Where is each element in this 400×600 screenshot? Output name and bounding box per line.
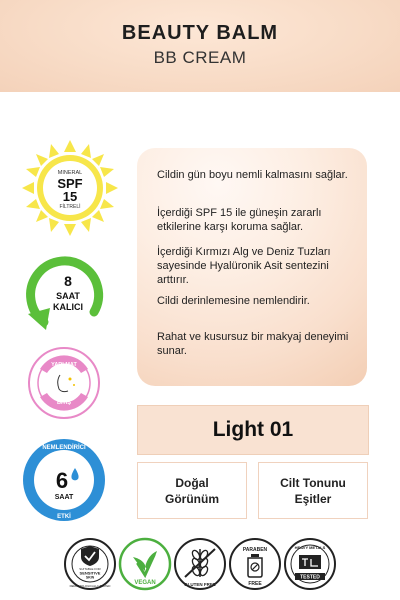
description-line: Cildin gün boyu nemli kalmasını sağlar. <box>157 169 348 181</box>
product-subtitle: BB CREAM <box>153 48 247 67</box>
heavy-metals-ring-text: HEAVY METALS <box>294 545 326 550</box>
sensitive-line3: SKIN <box>85 575 95 580</box>
sensitive-skin-icon <box>63 537 117 591</box>
finish-bottom-text: BİTİŞ <box>56 400 72 406</box>
feature-even-tone <box>258 462 368 519</box>
feature-line: Eşitler <box>294 492 332 506</box>
spf-number-text: 15 <box>62 189 78 204</box>
feature-natural-look <box>137 462 247 519</box>
spf-main-text: SPF <box>57 176 83 191</box>
sensitive-line2: SENSITIVE <box>79 570 101 576</box>
feature-line: Doğal <box>175 476 209 490</box>
heavy-metals-bottom-text: TESTED <box>300 574 320 581</box>
spf-sun-icon <box>20 138 120 238</box>
vegan-text: VEGAN <box>134 580 156 586</box>
moisture-top-text: NEMLENDİRİCİ <box>42 445 86 451</box>
description-line: Cildi derinlemesine nemlendirir. <box>157 295 310 307</box>
paraben-free-icon <box>228 537 282 591</box>
shade-box <box>137 405 369 455</box>
long-lasting-arrow-icon <box>22 248 110 336</box>
shade-name: Light 01 <box>212 418 294 441</box>
moisture-bottom-text: ETKİ <box>57 514 71 520</box>
heavy-metals-tested-icon <box>283 537 337 591</box>
finish-top-text: YARI MAT <box>51 362 77 368</box>
moisture-unit: SAAT <box>54 494 74 501</box>
vegan-icon <box>118 537 172 591</box>
feature-line: Görünüm <box>165 492 219 506</box>
duration-line2: KALICI <box>53 302 83 312</box>
moisture-number: 6 <box>55 468 69 493</box>
paraben-line1: PARABEN <box>242 547 268 553</box>
sensitive-line1: SUITABLE FOR <box>79 567 101 571</box>
description-line: İçerdiği Kırmızı Alg ve Deniz Tuzları sayesinde Hyalüronik Asit sentezini arttırır. <box>157 246 331 286</box>
spf-top-text: MINERAL <box>57 170 83 176</box>
duration-line1: SAAT <box>56 291 80 301</box>
paraben-line2: FREE <box>248 581 262 587</box>
description-line: İçerdiği SPF 15 ile güneşin zararlı etkilerine karşı koruma sağlar. <box>157 207 322 233</box>
header-banner <box>0 0 400 92</box>
description-card <box>137 148 367 386</box>
sensitive-ring-text: DERMATOLOGICALLY TESTED <box>69 584 111 588</box>
moisture-drop-icon <box>20 436 108 524</box>
gluten-free-text: GLUTEN FREE <box>184 582 216 587</box>
spf-bottom-text: FİLTRELİ <box>59 204 81 210</box>
duration-number: 8 <box>64 273 72 289</box>
semi-matte-face-icon <box>26 345 102 421</box>
gluten-free-icon <box>173 537 227 591</box>
feature-line: Cilt Tonunu <box>280 476 346 490</box>
product-title: BEAUTY BALM <box>121 22 279 44</box>
description-line: Rahat ve kusursuz bir makyaj deneyimi sunar. <box>157 331 349 357</box>
